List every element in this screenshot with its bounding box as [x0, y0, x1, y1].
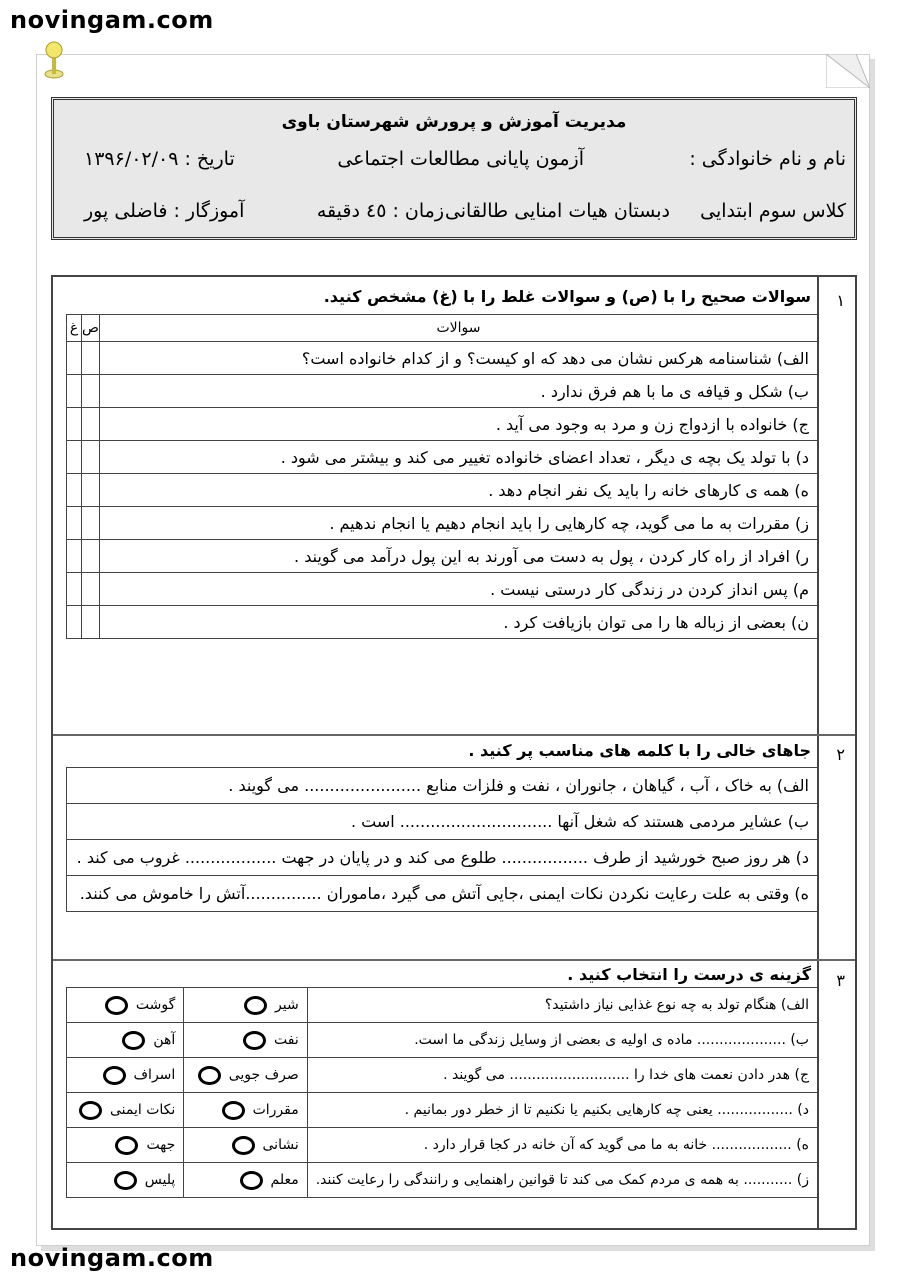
- option-label: جهت: [146, 1137, 176, 1153]
- option-circle-icon[interactable]: [79, 1101, 102, 1120]
- table-row: [67, 1093, 818, 1128]
- col-question-header: سوالات: [99, 315, 817, 342]
- fill-blank-item[interactable]: د) هر روز صبح خورشید از طرف ................. طلوع می کند و در پایان در جهت .................. غروب می کند .: [67, 840, 818, 876]
- option-label: شیر: [275, 997, 299, 1013]
- true-answer-cell[interactable]: [82, 606, 100, 639]
- class-label: کلاس سوم ابتدایی: [700, 200, 846, 222]
- true-answer-cell[interactable]: [82, 342, 100, 375]
- option-circle-icon[interactable]: [244, 996, 267, 1015]
- option-circle-icon[interactable]: [105, 996, 128, 1015]
- option-label: صرف جویی: [228, 1067, 299, 1083]
- option-label: مقررات: [252, 1102, 299, 1118]
- false-answer-cell[interactable]: [67, 606, 82, 639]
- option-label: آهن: [153, 1032, 176, 1048]
- option-circle-icon[interactable]: [114, 1171, 137, 1190]
- table-row: [67, 840, 818, 876]
- true-answer-cell[interactable]: [82, 573, 100, 606]
- pushpin-icon: [42, 40, 72, 80]
- mc-question: الف) هنگام تولد به چه نوع غذایی نیاز داشتید؟: [307, 988, 817, 1023]
- q2-number: ۲: [836, 745, 845, 764]
- true-answer-cell[interactable]: [82, 441, 100, 474]
- option-circle-icon[interactable]: [115, 1136, 138, 1155]
- exam-header: [51, 97, 857, 240]
- watermark-bottom: novingam.com: [10, 1244, 214, 1272]
- table-row: [67, 1128, 818, 1163]
- table-row: [67, 342, 818, 375]
- fill-blank-item[interactable]: الف) به خاک ، آب ، گیاهان ، جانوران ، نفت و فلزات منابع ....................... می گویند .: [67, 768, 818, 804]
- true-answer-cell[interactable]: [82, 474, 100, 507]
- question-text: ج) خانواده با ازدواج زن و مرد به وجود می آید .: [99, 408, 817, 441]
- exam-body: [51, 275, 857, 1230]
- table-row: [67, 573, 818, 606]
- page-fold-corner: [826, 54, 870, 88]
- table-row: [67, 540, 818, 573]
- q1-number: ۱: [836, 291, 845, 310]
- teacher-label: آموزگار : فاضلی پور: [84, 200, 245, 222]
- question-text: د) با تولد یک بچه ی دیگر ، تعداد اعضای خانواده تغییر می کند و بیشتر می شود .: [99, 441, 817, 474]
- question-text: ر) افراد از راه کار کردن ، پول به دست می آورند به این پول درآمد می گویند .: [99, 540, 817, 573]
- name-label: نام و نام خانوادگی :: [689, 148, 846, 170]
- col-false-header: غ: [67, 315, 82, 342]
- false-answer-cell[interactable]: [67, 408, 82, 441]
- mc-question: د) ................. یعنی چه کارهایی بکنیم یا نکنیم تا از خطر دور بمانیم .: [307, 1093, 817, 1128]
- option-circle-icon[interactable]: [243, 1031, 266, 1050]
- table-row: [67, 988, 818, 1023]
- true-answer-cell[interactable]: [82, 408, 100, 441]
- mc-option-1[interactable]: [240, 996, 299, 1015]
- exam-title: آزمون پایانی مطالعات اجتماعی: [337, 148, 584, 170]
- table-row: [67, 1163, 818, 1198]
- true-answer-cell[interactable]: [82, 540, 100, 573]
- question-text: ز) مقررات به ما می گوید، چه کارهایی را باید انجام دهیم یا انجام ندهیم .: [99, 507, 817, 540]
- mc-option-2[interactable]: [118, 1031, 175, 1050]
- fill-blank-item[interactable]: ه) وقتی به علت رعایت نکردن نکات ایمنی ،جایی آتش می گیرد ،ماموران ...............آتش را خاموش می کنند.: [67, 876, 818, 912]
- question-text: م) پس انداز کردن در زندگی کار درستی نیست .: [99, 573, 817, 606]
- mc-question: ز) ........... به همه ی مردم کمک می کند تا قوانین راهنمایی و رانندگی را رعایت کنند.: [307, 1163, 817, 1198]
- table-row: [67, 474, 818, 507]
- table-row: [67, 804, 818, 840]
- true-answer-cell[interactable]: [82, 375, 100, 408]
- question-text: ب) شکل و قیافه ی ما با هم فرق ندارد .: [99, 375, 817, 408]
- true-false-table: [66, 314, 818, 639]
- option-circle-icon[interactable]: [232, 1136, 255, 1155]
- question-text: ه) همه ی کارهای خانه را باید یک نفر انجام دهد .: [99, 474, 817, 507]
- option-label: گوشت: [135, 997, 176, 1013]
- q1-instruction: سوالات صحیح را با (ص) و سوالات غلط را با (غ) مشخص کنید.: [323, 287, 811, 306]
- table-row: [67, 1058, 818, 1093]
- section-divider: [53, 959, 855, 961]
- mc-option-2[interactable]: [99, 1066, 176, 1085]
- mc-option-1[interactable]: [228, 1136, 299, 1155]
- option-circle-icon[interactable]: [103, 1066, 126, 1085]
- table-row: [67, 606, 818, 639]
- mc-question: ه) .................. خانه به ما می گوید که آن خانه در کجا قرار دارد .: [307, 1128, 817, 1163]
- option-circle-icon[interactable]: [222, 1101, 245, 1120]
- false-answer-cell[interactable]: [67, 441, 82, 474]
- section-divider: [53, 734, 855, 736]
- mc-option-1[interactable]: [239, 1031, 299, 1050]
- true-answer-cell[interactable]: [82, 507, 100, 540]
- option-label: اسراف: [133, 1067, 176, 1083]
- table-row: [67, 375, 818, 408]
- false-answer-cell[interactable]: [67, 573, 82, 606]
- option-label: پلیس: [144, 1172, 176, 1188]
- question-text: ن) بعضی از زباله ها را می توان بازیافت کرد .: [99, 606, 817, 639]
- mc-question: ب) .................... ماده ی اولیه ی بعضی از وسایل زندگی ما است.: [307, 1023, 817, 1058]
- false-answer-cell[interactable]: [67, 474, 82, 507]
- question-text: الف) شناسنامه هرکس نشان می دهد که او کیست؟ و از کدام خانواده است؟: [99, 342, 817, 375]
- mc-option-2[interactable]: [75, 1101, 175, 1120]
- table-row: [67, 876, 818, 912]
- table-row: [67, 441, 818, 474]
- false-answer-cell[interactable]: [67, 507, 82, 540]
- table-row: [67, 507, 818, 540]
- q2-instruction: جاهای خالی را با کلمه های مناسب پر کنید .: [468, 741, 811, 760]
- table-row: [67, 1023, 818, 1058]
- header-title: مدیریت آموزش و پرورش شهرستان باوی: [281, 112, 627, 132]
- watermark-top: novingam.com: [10, 6, 214, 34]
- option-label: معلم: [270, 1172, 299, 1188]
- mc-question: ج) هدر دادن نعمت های خدا را ........................... می گویند .: [307, 1058, 817, 1093]
- mc-option-1[interactable]: [236, 1171, 299, 1190]
- option-circle-icon[interactable]: [240, 1171, 263, 1190]
- table-row: [67, 408, 818, 441]
- col-true-header: ص: [82, 315, 100, 342]
- mc-option-2[interactable]: [110, 1171, 176, 1190]
- mc-option-1[interactable]: [194, 1066, 299, 1085]
- option-circle-icon[interactable]: [198, 1066, 221, 1085]
- time-label: زمان : ٤٥ دقیقه: [316, 200, 444, 222]
- mc-option-2[interactable]: [101, 996, 175, 1015]
- q3-number: ۳: [836, 971, 845, 990]
- false-answer-cell[interactable]: [67, 342, 82, 375]
- school-label: دبستان هیات امنایی طالقانی: [444, 200, 670, 222]
- multiple-choice-table: [66, 987, 818, 1198]
- false-answer-cell[interactable]: [67, 375, 82, 408]
- fill-blank-item[interactable]: ب) عشایر مردمی هستند که شغل آنها .............................. است .: [67, 804, 818, 840]
- exam-date: تاریخ : ۱۳۹۶/۰۲/۰۹: [84, 148, 235, 170]
- fill-blank-table: [66, 767, 818, 912]
- mc-option-2[interactable]: [111, 1136, 175, 1155]
- option-circle-icon[interactable]: [122, 1031, 145, 1050]
- q3-instruction: گزینه ی درست را انتخاب کنید .: [567, 965, 811, 984]
- option-label: نفت: [273, 1032, 299, 1048]
- option-label: نشانی: [262, 1137, 299, 1153]
- false-answer-cell[interactable]: [67, 540, 82, 573]
- table-row: [67, 768, 818, 804]
- mc-option-1[interactable]: [218, 1101, 299, 1120]
- option-label: نکات ایمنی: [110, 1102, 176, 1118]
